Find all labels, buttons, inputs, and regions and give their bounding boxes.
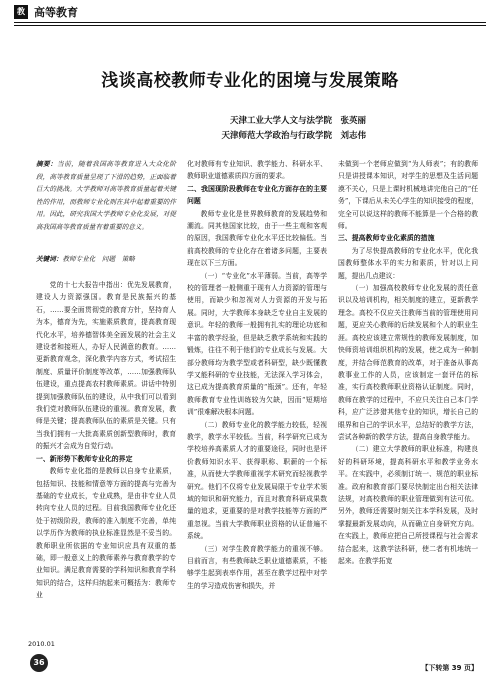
- continued-note: 【下转第 39 页】: [421, 664, 478, 672]
- article-title: 浅谈高校教师专业化的困境与发展策略: [101, 71, 399, 91]
- paragraph: （二）教师专业化的教学能力较低，轻视教学，教学水平较低。当前，科学研究已成为学校培养高素质人才的重要途径，同时也是评价教师知识水平、获得职称、职薪的一个标准，从而使大学教师重视学术研究而轻视教学研究。他们不仅将专业发展局限于专业学术领域的知识和研究能力，而且对教育科研成果数量的追求，更重要的是对教学技能等方面的严重忽视。当前大学教师职业资格的认证普遍不系统。: [187, 420, 327, 541]
- journal-header: [0, 0, 500, 24]
- paragraph: 教师专业化是世界教师教育的发展趋势和潮流。同其他国家比较，由于一些主观和客观的原因，我国教师专业化水平还比较偏低。当前高校教师的专业化存在着诸多问题，主要表现在以下三方面。: [187, 209, 327, 268]
- section-heading: 一、新形势下教师专业化的界定: [36, 454, 133, 463]
- abstract-text: 当前，随着我国高等教育进入大众化阶段，高等教育质量呈现了下滑的趋势，正面临着巨大的挑战。大学教师对高等教育质量起着关键性的作用，而教师专业化则在其中起着重要的作用。因此，研究我国大学教师专业化发展，对提高我国高等教育质量有着重要的意义。: [36, 160, 177, 231]
- journal-badge: 教: [14, 5, 28, 19]
- abstract: [36, 158, 176, 233]
- paragraph: 为了尽快提高教师的专业化水平，优化我国教师整体水平的实力和素质，针对以上问题，提出几点建议：: [338, 246, 478, 280]
- author-line-1: 天津工业大学人文与法学院 张英丽: [229, 116, 366, 126]
- issue-date: 2010.01: [28, 640, 55, 648]
- column-3: [338, 158, 478, 567]
- paragraph: （三）对学生教育教学能力的重视不够。目前而言，有些教师缺乏职业道德素质，不能够学生起到表率作用，甚至在教学过程中对学生的学习造成伤害和损失，并: [187, 544, 327, 590]
- keywords-text: 教师专业化 问题 策略: [62, 255, 135, 263]
- paragraph: （一）“专业化”水平薄弱。当前，高等学校的管理者一般侧重于现有人力资源的管理与使用，而缺少和忽视对人力资源的开发与拓展。同时，大学教师本身缺乏专业自主发展的意识。年轻的教师一般拥有扎实的理论功底和丰富的教学经验，但是缺乏教学系统和实践的锻炼，往往不利于他们的专业成长与发展。大部分教师均为教学型或者科研型，缺少既懂教学又能科研的专业技能，无法深入学习体会，这已成为提高教育质量的“瓶颈”。还有，年轻教师教育专业性训练较为欠缺，因而“短期培训”很难解决根本问题。: [187, 271, 327, 417]
- header-rule: [14, 22, 486, 23]
- column-2: [187, 158, 327, 592]
- paragraph: （一）加强高校教师专业化发展的责任意识以及培训机构，相关制度的建立，更新教学理念。高校不仅应关注教师当前的管理使用问题，更应关心教师的后续发展和个人的职业生涯。高校应该建立常规性的教师发展制度，加快师资培训组织机构的发展，使之成为一种制度，并结合师范教育的改革，对于准备从事高教事业工作的人员，应该制定一套评估的标准，实行高校教师职业资格认证制度。同时，教师在教学的过程中，不应只关注自己本门学科，应广泛涉猎其他专业的知识，增长自己的眼界和自己的学识水平，总结好的教学方法，尝试各种新的教学方法，提高自身教学能力。: [338, 284, 478, 441]
- page-number: 36: [30, 654, 48, 672]
- column-1: [36, 279, 176, 602]
- author-line-2: 天津师范大学政治与行政学院 刘志伟: [221, 131, 366, 141]
- paragraph: 教师专业化指的是教师以自身专业素质，包括知识、技能和情意等方面的提高与完善为基础的专业成长，专业成熟，是由非专业人员转向专业人员的过程。目前我国教师专业化还处于初级阶段，教师的准入制度不完善，单纯以学历作为教师的执业标准显然是不妥当的。教师职业所依据的专业知识应具有双重的基础，即一般意义上的教师素养与教育教学的专业知识。满足教育需要的学科知识和教育学科知识的结合，这样归纳起来可概括为：教师专业: [36, 467, 176, 600]
- header-rule-thin: [14, 25, 486, 26]
- paragraph: （二）建立大学教师的职业标准，构建良好的科研环境，提高科研水平和教学业务水平。在实践中，必须制订统一、规范的职业标准。政府和教育部门要尽快制定出台相关法律法规，对高校教师的职业管理做到有法可依。另外，教师还需要时刻关注本学科发展，及时掌握最新发展动向，从而确立自身研究方向。在实践上，教师应把自己所授课程与社会需求结合起来，这教学法科研，使二者有机地统一起来。在教学拓宽: [338, 445, 478, 565]
- paragraph: 党的十七大报告中指出：优先发展教育，建设人力资源强国。教育是民族振兴的基石，……要全面贯彻党的教育方针，坚持育人为本，德育为先，实施素质教育，提高教育现代化水平，培养德智体美全面发展的社会主义建设者和接班人，办好人民满意的教育。……更新教育观念，深化教学内容方式，考试招生制度、质量评价制度等改革，……加强教师队伍建设，重点提高农村教师素质。讲话中特别提到加强教师队伍的建设，从中我们可以看到我们党对教师队伍建设的重视。教育发展，教师是关键；提高教师队伍的素质是关键。只有当我们拥有一大批高素质创新型教师时，教育的振兴才会成为自觉行动。: [36, 281, 176, 451]
- keywords-label: 关键词：: [36, 255, 63, 263]
- journal-name: 高等教育: [34, 6, 78, 19]
- paragraph: 未做到一个老师应做到“为人师表”；有的教师只是讲授课本知识，对学生的思想及生活问题漠不关心，只是上课时机械地讲完他自己的“任务”，下课后从未关心学生的知识接受的程度，完全可以说这样的教师不能算是一个合格的教师。: [338, 160, 478, 231]
- abstract-label: 摘要：: [36, 160, 58, 168]
- section-heading: 三、提高教师专业化素质的措施: [338, 234, 435, 243]
- section-heading: 二、我国现阶段教师在专业化方面存在的主要问题: [187, 184, 327, 206]
- keywords: [36, 253, 176, 265]
- paragraph: 化对教师有专业知识、教学能力、科研水平、教师职业道德素质四方面的要求。: [187, 160, 327, 181]
